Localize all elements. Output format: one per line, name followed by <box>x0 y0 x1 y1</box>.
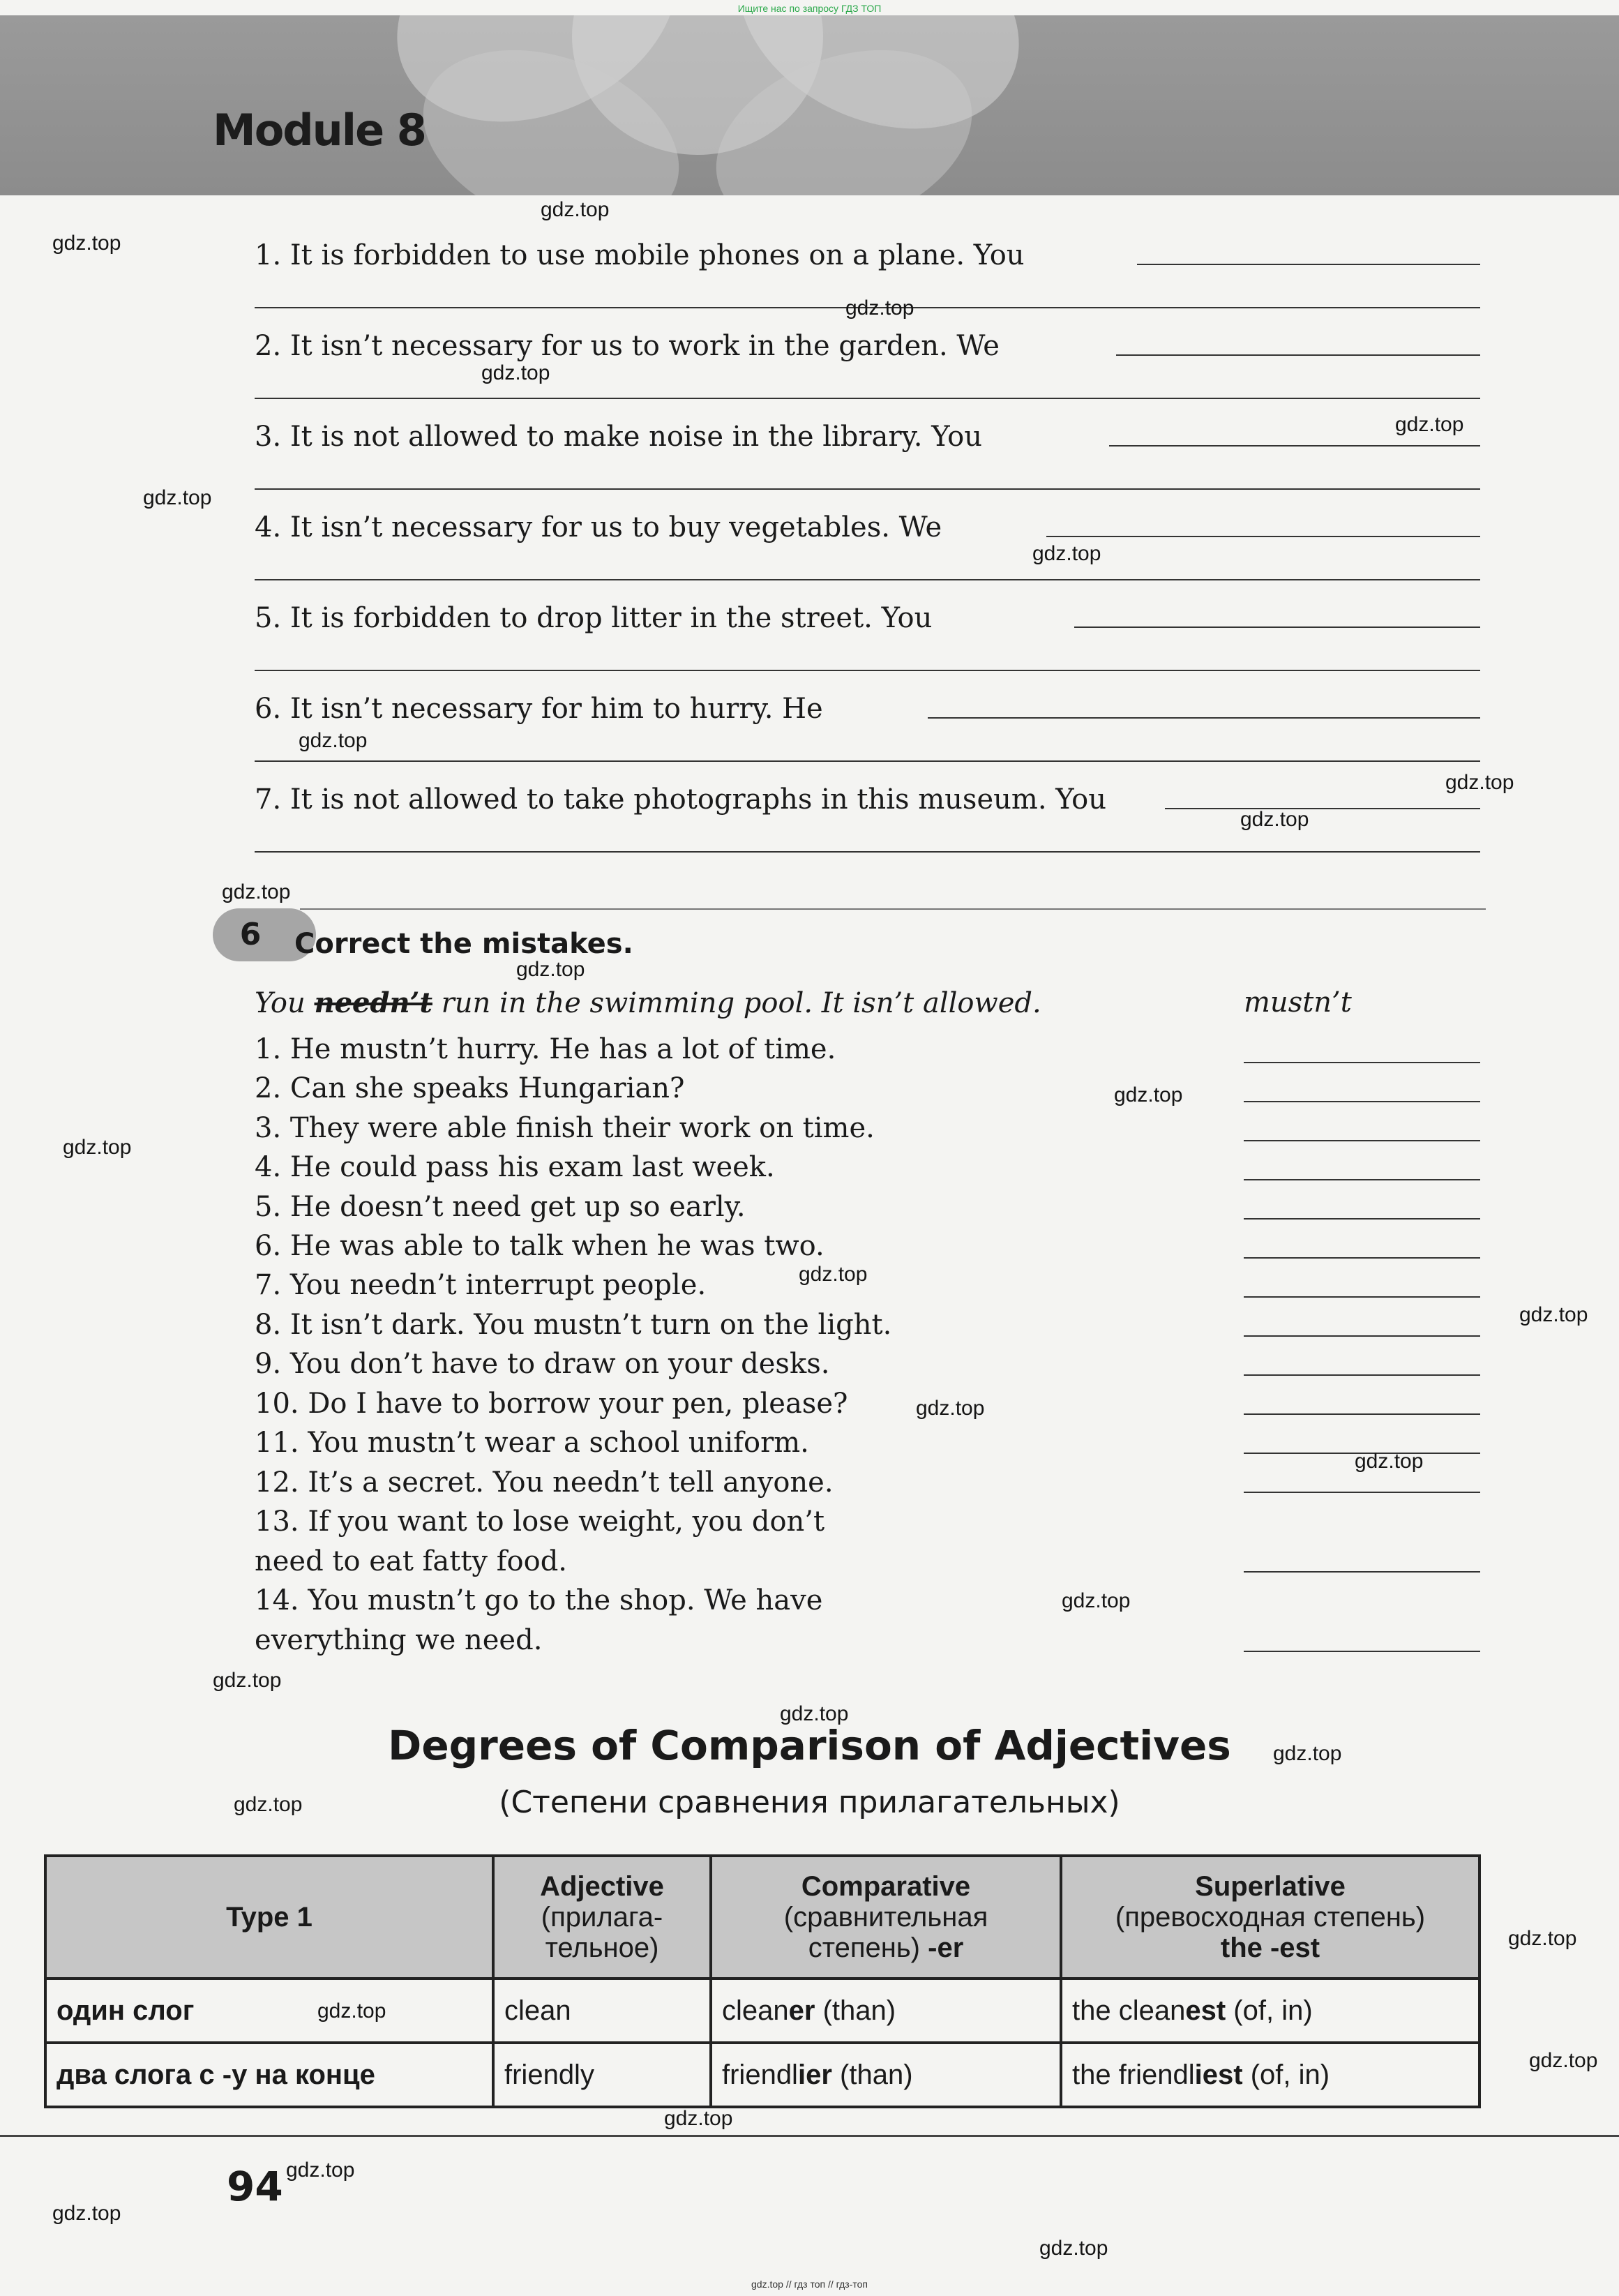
comparative-header-sub2: степень) <box>808 1933 920 1963</box>
exercise5-item: 5. It is forbidden to drop litter in the street. You <box>255 602 933 634</box>
sup-suffix: est <box>1185 1995 1226 2026</box>
watermark: gdz.top <box>664 2107 733 2130</box>
watermark: gdz.top <box>317 1999 386 2023</box>
superlative-header <box>1061 1856 1479 1979</box>
answer-line <box>1165 808 1480 809</box>
watermark: gdz.top <box>1508 1927 1577 1950</box>
watermark: gdz.top <box>143 486 212 509</box>
type-header: Type 1 <box>45 1856 493 1979</box>
answer-line <box>255 851 1480 853</box>
row-label: один слог <box>45 1979 493 2043</box>
watermark: gdz.top <box>481 361 550 384</box>
exercise6-item: everything we need. <box>255 1624 543 1656</box>
comparative-header-sub1: (сравнительная <box>783 1902 988 1933</box>
answer-line <box>255 398 1480 399</box>
comp-tail: (than) <box>840 2059 913 2090</box>
exercise6-example <box>255 986 1041 1019</box>
comp-tail: (than) <box>822 1995 896 2026</box>
answer-line <box>1046 536 1480 537</box>
answer-line <box>1244 1335 1480 1337</box>
table-row <box>45 1979 1479 2043</box>
exercise5-item: 2. It isn’t necessary for us to work in the garden. We <box>255 330 1000 362</box>
watermark: gdz.top <box>63 1136 132 1159</box>
answer-line <box>1244 1296 1480 1298</box>
degrees-subtitle: (Степени сравнения прилагательных) <box>499 1785 1120 1820</box>
watermark: gdz.top <box>1395 413 1464 436</box>
exercise6-item: 8. It isn’t dark. You mustn’t turn on the light. <box>255 1309 892 1341</box>
watermark: gdz.top <box>1355 1450 1424 1473</box>
answer-line <box>255 488 1480 490</box>
bottom-note: gdz.top // гдз топ // гдз-топ <box>751 2279 868 2290</box>
comp-suffix: er <box>788 1995 815 2026</box>
adjective-header-title: Adjective <box>540 1871 664 1902</box>
exercise6-item: 1. He mustn’t hurry. He has a lot of time. <box>255 1033 836 1065</box>
footer-rule <box>0 2135 1619 2137</box>
watermark: gdz.top <box>52 232 121 255</box>
adjective-header-sub1: (прилага- <box>541 1902 663 1933</box>
answer-line <box>1137 264 1480 265</box>
sup-pre: the clean <box>1072 1995 1186 2026</box>
comp-stem: friendl <box>722 2059 798 2090</box>
example-text-start: You <box>255 987 306 1019</box>
answer-line <box>255 760 1480 762</box>
watermark: gdz.top <box>222 880 291 903</box>
answer-line <box>1244 1062 1480 1063</box>
top-banner-note: Ищите нас по запросу ГДЗ ТОП <box>737 3 882 14</box>
watermark: gdz.top <box>799 1263 868 1286</box>
exercise6-item: 5. He doesn’t need get up so early. <box>255 1191 746 1223</box>
answer-line <box>1244 1374 1480 1376</box>
example-struck-word: needn’t <box>314 986 432 1019</box>
sup-tail: (of, in) <box>1233 1995 1313 2026</box>
exercise6-item: 3. They were able finish their work on time. <box>255 1112 875 1144</box>
watermark: gdz.top <box>1032 542 1101 565</box>
watermark: gdz.top <box>516 958 585 981</box>
answer-line <box>1244 1651 1480 1652</box>
exercise6-item: 6. He was able to talk when he was two. <box>255 1230 824 1262</box>
table-row <box>45 2043 1479 2107</box>
row-comparative <box>711 1979 1061 2043</box>
answer-line <box>1116 354 1480 356</box>
section-divider <box>300 908 1486 910</box>
answer-line <box>255 579 1480 580</box>
watermark: gdz.top <box>1519 1303 1588 1326</box>
answer-line <box>1109 445 1480 447</box>
sup-pre: the friendl <box>1072 2059 1195 2090</box>
row-comparative <box>711 2043 1061 2107</box>
row-label: два слога с -у на конце <box>45 2043 493 2107</box>
answer-line <box>1244 1571 1480 1573</box>
answer-line <box>255 670 1480 671</box>
exercise5-item: 3. It is not allowed to make noise in the library. You <box>255 421 982 453</box>
exercise6-item: 12. It’s a secret. You needn’t tell anyone. <box>255 1466 834 1499</box>
module-title: Module 8 <box>213 105 426 156</box>
example-answer: mustn’t <box>1244 986 1352 1019</box>
watermark: gdz.top <box>1114 1083 1183 1106</box>
comparison-table <box>44 1854 1481 2108</box>
row-adjective: friendly <box>493 2043 711 2107</box>
comp-stem: clean <box>722 1995 789 2026</box>
exercise6-item: 14. You mustn’t go to the shop. We have <box>255 1584 823 1616</box>
exercise6-item: 13. If you want to lose weight, you don’t <box>255 1506 825 1538</box>
watermark: gdz.top <box>1039 2237 1108 2260</box>
watermark: gdz.top <box>845 297 914 320</box>
answer-line <box>1244 1257 1480 1259</box>
watermark: gdz.top <box>299 729 368 752</box>
comp-suffix: ier <box>797 2059 832 2090</box>
exercise5-item: 7. It is not allowed to take photographs in this museum. You <box>255 783 1107 816</box>
answer-line <box>1074 626 1480 628</box>
watermark: gdz.top <box>52 2202 121 2225</box>
watermark: gdz.top <box>541 198 610 221</box>
table-header-row <box>45 1856 1479 1979</box>
watermark: gdz.top <box>1529 2049 1598 2072</box>
exercise6-item: need to eat fatty food. <box>255 1545 568 1577</box>
answer-line <box>1244 1140 1480 1141</box>
answer-line <box>1244 1179 1480 1180</box>
exercise6-item: 10. Do I have to borrow your pen, please? <box>255 1388 848 1420</box>
watermark: gdz.top <box>1445 771 1514 794</box>
adjective-header-sub2: тельное) <box>545 1933 659 1963</box>
watermark: gdz.top <box>1240 808 1309 831</box>
page-number: 94 <box>227 2163 283 2210</box>
exercise5-item: 1. It is forbidden to use mobile phones on a plane. You <box>255 239 1025 271</box>
watermark: gdz.top <box>213 1669 282 1692</box>
example-text-end: run in the swimming pool. It isn’t allowed. <box>441 987 1041 1019</box>
row-superlative <box>1061 1979 1479 2043</box>
answer-line <box>1244 1413 1480 1415</box>
row-adjective: clean <box>493 1979 711 2043</box>
comparative-header <box>711 1856 1061 1979</box>
watermark: gdz.top <box>234 1793 303 1816</box>
answer-line <box>1244 1101 1480 1102</box>
degrees-title: Degrees of Comparison of Adjectives <box>388 1722 1231 1769</box>
adjective-header <box>493 1856 711 1979</box>
watermark: gdz.top <box>1062 1589 1131 1612</box>
answer-line <box>1244 1218 1480 1220</box>
exercise6-item: 11. You mustn’t wear a school uniform. <box>255 1427 809 1459</box>
sup-suffix: iest <box>1194 2059 1243 2090</box>
superlative-suffix: the -est <box>1220 1933 1320 1963</box>
comparative-suffix: -er <box>928 1933 964 1963</box>
exercise5-item: 4. It isn’t necessary for us to buy vegetables. We <box>255 511 942 543</box>
exercise6-item: 2. Can she speaks Hungarian? <box>255 1072 685 1104</box>
watermark: gdz.top <box>916 1397 985 1420</box>
comparative-header-title: Comparative <box>801 1871 971 1902</box>
superlative-header-title: Superlative <box>1195 1871 1346 1902</box>
watermark: gdz.top <box>780 1702 849 1725</box>
superlative-header-sub: (превосходная степень) <box>1115 1902 1426 1933</box>
exercise6-item: 7. You needn’t interrupt people. <box>255 1269 707 1301</box>
exercise-number-badge: 6 <box>213 908 316 961</box>
watermark: gdz.top <box>286 2159 355 2182</box>
exercise6-item: 4. He could pass his exam last week. <box>255 1151 775 1183</box>
row-superlative <box>1061 2043 1479 2107</box>
watermark: gdz.top <box>1273 1742 1342 1765</box>
exercise6-item: 9. You don’t have to draw on your desks. <box>255 1348 830 1380</box>
sup-tail: (of, in) <box>1250 2059 1330 2090</box>
answer-line <box>1244 1492 1480 1493</box>
answer-line <box>928 717 1480 719</box>
exercise6-title: Correct the mistakes. <box>294 928 633 960</box>
exercise5-item: 6. It isn’t necessary for him to hurry. He <box>255 693 823 725</box>
